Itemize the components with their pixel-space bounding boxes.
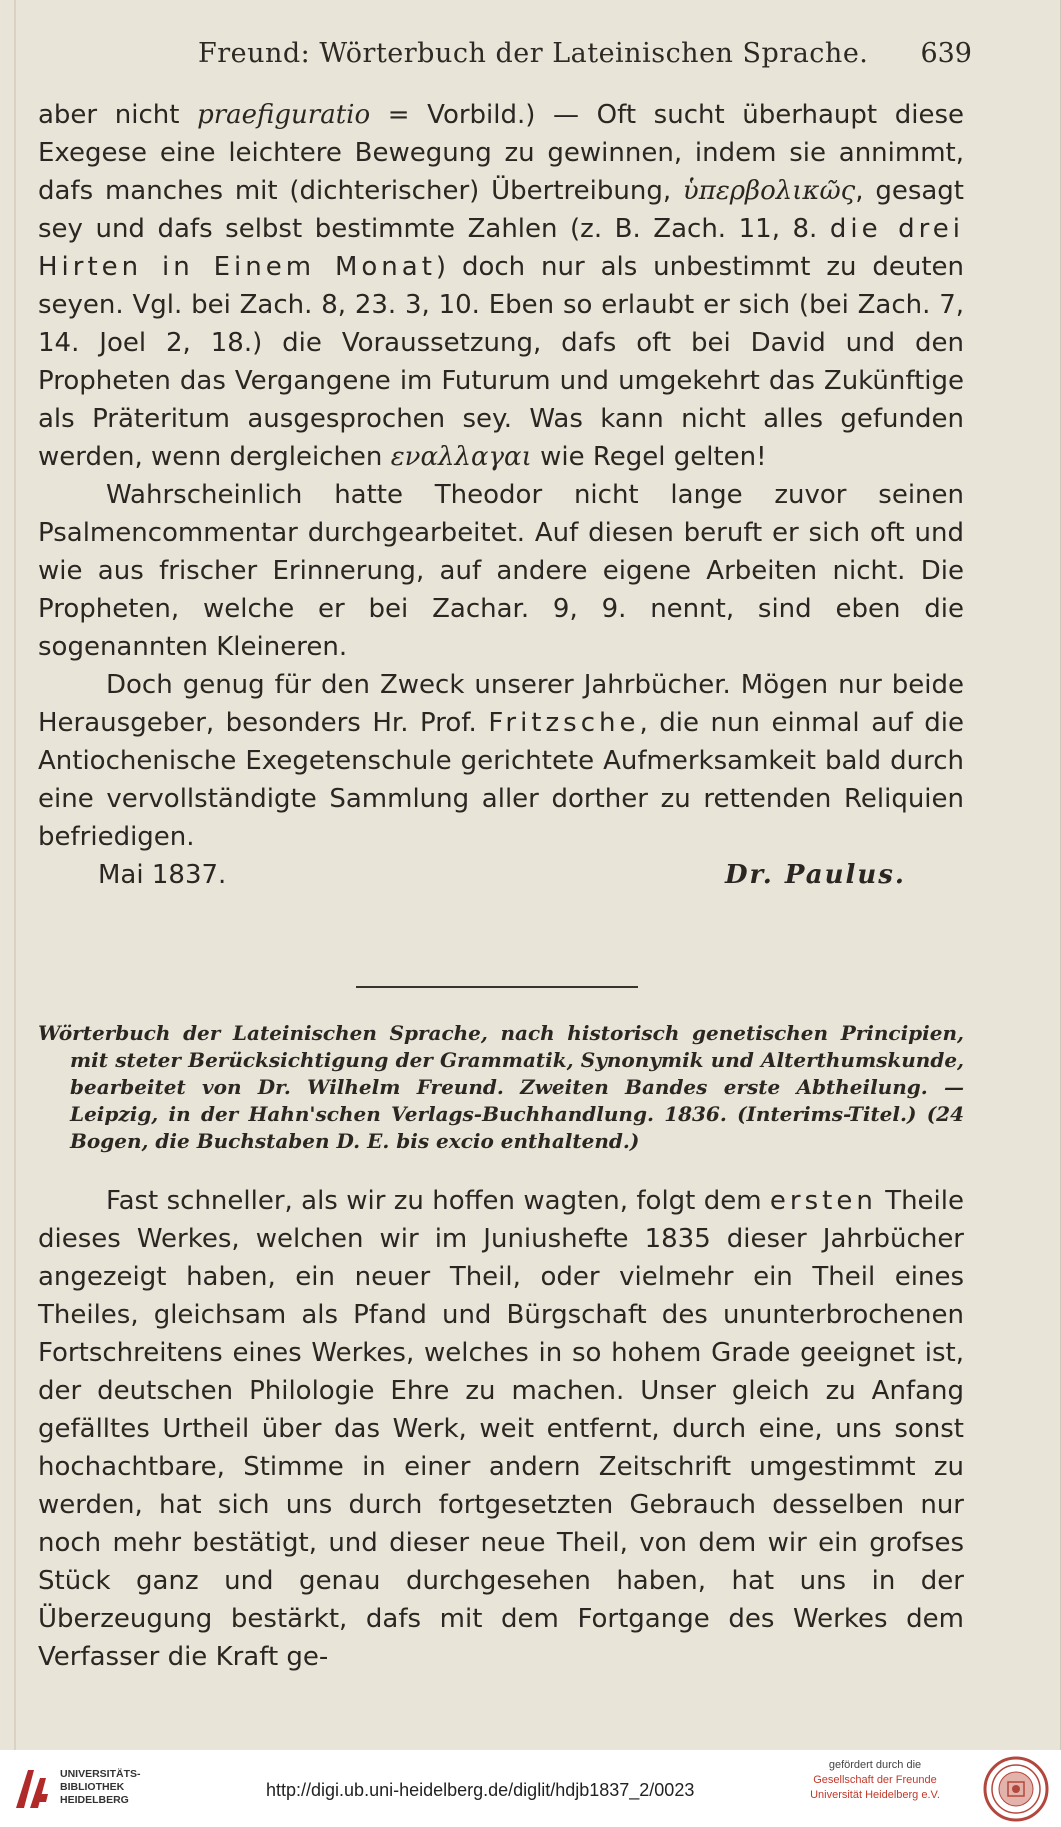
text-run: = Vorbild.) — Oft sucht überhaupt diese Exegese eine leichtere Bewegung zu gewinnen, indem sie annimmt, dafs manches mit (dichterischer) Übertreibung,: [38, 100, 965, 206]
running-head: Freund: Wörterbuch der Lateinischen Sprache.: [198, 38, 869, 69]
sponsor-label: gefördert durch die: [828, 1759, 922, 1771]
permalink-url[interactable]: http://digi.ub.uni-heidelberg.de/diglit/hdjb1837_2/0023: [266, 1780, 695, 1800]
library-name: [60, 1768, 141, 1807]
text-run: Doch genug für den Zweck unserer Jahrbücher. Mögen nur beide Herausgeber, besonders Hr. Prof.: [38, 670, 964, 738]
spaced-text: Fritzsche: [488, 708, 640, 738]
sponsor-org: Gesellschaft der Freunde: [813, 1774, 937, 1786]
sponsor-org: Universität Heidelberg e.V.: [810, 1789, 940, 1801]
sponsor-block: [795, 1758, 955, 1803]
library-line: UNIVERSITÄTS-: [60, 1768, 141, 1780]
spaced-text: die drei Hirten in Einem Monat: [38, 214, 964, 282]
italic-text: εναλλαγαι: [390, 442, 532, 472]
italic-text: praefiguratio: [197, 100, 371, 130]
italic-text: ὑπερβολικῶς: [682, 176, 856, 206]
paragraph: [38, 476, 964, 666]
text-run: Wahrscheinlich hatte Theodor nicht lange zuvor seinen Psalmencommentar durchgearbeitet. Auf diesen beruft er sich oft und wie aus frischer Erinnerung, auf andere eigene Arbeiten nicht. Die Propheten, welche er bei Zachar. 9, 9. nennt, sind eben die sogenannten Kleineren.: [38, 480, 964, 662]
signature-author: Dr. Paulus.: [724, 860, 906, 890]
text-run: , gesagt sey und dafs selbst bestimmte Zahlen (z. B. Zach. 11, 8.: [38, 176, 964, 244]
text-run: Fast schneller, als wir zu hoffen wagten, folgt dem: [106, 1186, 770, 1216]
signature-date: Mai 1837.: [98, 860, 227, 890]
text-run: , die nun einmal auf die Antiochenische Exegetenschule gerichtete Aufmerksamkeit bald durch eine vervollständigte Sammlung aller dorther zu rettenden Reliquien befriedigen.: [38, 708, 965, 852]
section-divider: [356, 986, 638, 988]
paragraph: [38, 666, 964, 856]
text-run: Theile dieses Werkes, welchen wir im Juniushefte 1835 dieser Jahrbücher angezeigt haben, ein neuer Theil, oder vielmehr ein Theil eines Theiles, gleichsam als Pfand und Bürgschaft des ununterbrochenen Fortschreitens eines Werkes, welches in so hohem Grade geeignet ist, der deutschen Philologie Ehre zu machen. Unser gleich zu Anfang gefälltes Urtheil über das Werk, weit entfernt, durch eine, uns sonst hochachtbare, Stimme in einer andern Zeitschrift umgestimmt zu werden, hat sich uns durch fortgesetzten Gebrauch desselben nur noch mehr bestätigt, und dieser neue Theil, von dem wir ein grofses Stück ganz und genau durchgesehen haben, hat uns in der Überzeugung bestärkt, dafs mit dem Fortgange des Werkes dem Verfasser die Kraft ge-: [38, 1186, 964, 1672]
library-line: HEIDELBERG: [60, 1794, 129, 1806]
review-body: [38, 1182, 964, 1676]
spaced-text: ersten: [769, 1186, 877, 1216]
library-line: BIBLIOTHEK: [60, 1781, 125, 1793]
signature-line: [38, 856, 964, 894]
page-number: 639: [920, 38, 972, 69]
university-seal-icon: [983, 1756, 1049, 1822]
paragraph: [38, 1182, 964, 1676]
footer-bar: [0, 1750, 1061, 1827]
page-edge: [14, 0, 16, 1750]
text-run: ) doch nur als unbestimmt zu deuten seyen. Vgl. bei Zach. 8, 23. 3, 10. Eben so erlaubt er sich (bei Zach. 7, 14. Joel 2, 18.) die Voraussetzung, dafs oft bei David und den Propheten das Vergangene im Futurum und umgekehrt das Zukünftige als Präteritum ausgesprochen sey. Was kann nicht alles gefunden werden, wenn dergleichen: [38, 252, 965, 472]
review-heading: Wörterbuch der Lateinischen Sprache, nach historisch genetischen Principien, mit steter Berücksichtigung der Grammatik, Synonymik und Alterthumskunde, bearbeitet von Dr. Wilhelm Freund. Zweiten Bandes erste Abtheilung. — Leipzig, in der Hahn'schen Verlags-Buchhandlung. 1836. (Interims-Titel.) (24 Bogen, die Buchstaben D. E. bis excio enthaltend.): [38, 1021, 964, 1153]
text-run: wie Regel gelten!: [531, 442, 767, 472]
text-run: aber nicht: [38, 100, 198, 130]
article-body: [38, 96, 964, 894]
library-logo-icon: [10, 1764, 54, 1814]
paragraph: [38, 96, 964, 476]
